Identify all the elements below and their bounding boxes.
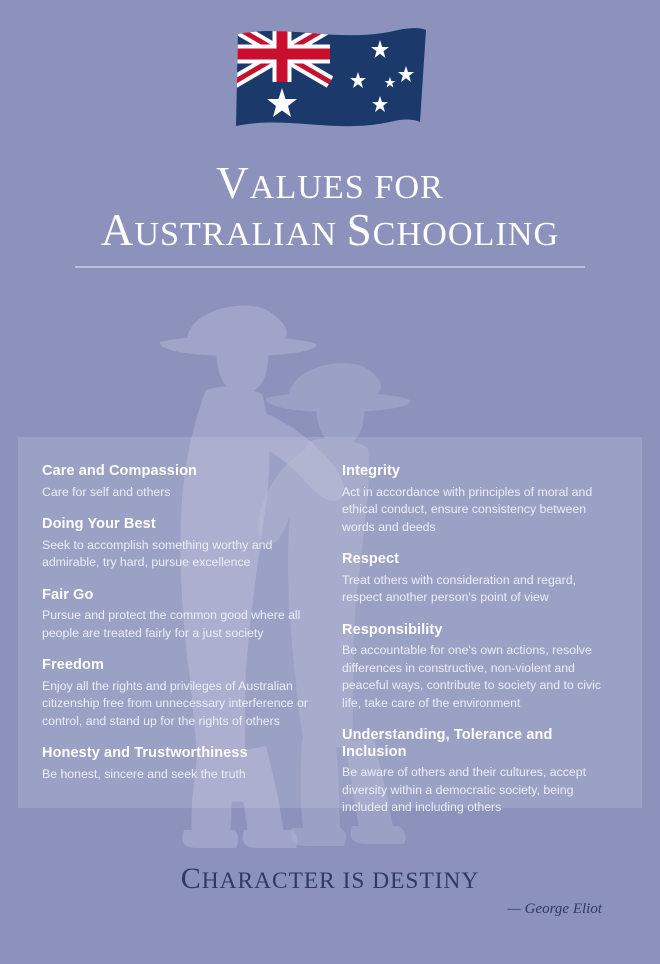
title-line-1-rest: ALUES FOR xyxy=(249,169,444,206)
value-description: Be aware of others and their cultures, accept diversity within a democratic society, being included and including others xyxy=(342,765,587,815)
value-title: Fair Go xyxy=(42,586,94,603)
title-line-2-initial: A xyxy=(100,204,135,255)
value-description: Treat others with consideration and regard, respect another person's point of view xyxy=(342,572,576,605)
value-title: Understanding, Tolerance and Inclusion xyxy=(342,727,553,760)
values-column-right xyxy=(342,463,616,815)
australian-flag-icon xyxy=(230,22,430,140)
value-item xyxy=(42,516,316,572)
title-line-2-word1: USTRALIAN xyxy=(134,215,347,253)
value-title: Doing Your Best xyxy=(42,516,156,533)
value-item xyxy=(42,463,316,501)
value-item xyxy=(42,587,316,643)
title-line-2-initial-2: S xyxy=(346,204,373,255)
value-description: Pursue and protect the common good where all people are treated fairly for a just society xyxy=(42,608,301,640)
value-description: Seek to accomplish something worthy and admirable, try hard, pursue excellence xyxy=(42,537,273,570)
value-item xyxy=(342,727,616,817)
page-title xyxy=(0,160,660,268)
title-line-2 xyxy=(0,204,660,255)
value-title: Honesty and Trustworthiness xyxy=(42,745,248,762)
flag-container xyxy=(0,22,660,147)
value-title: Respect xyxy=(342,551,400,568)
values-panel xyxy=(18,437,642,815)
quote-author: — George Eliot xyxy=(507,901,602,917)
value-description: Be accountable for one's own actions, resolve differences in constructive, non-violent and peaceful ways, contribute to society and to civic life, take care of the environment xyxy=(342,643,602,710)
value-title: Responsibility xyxy=(342,621,443,638)
value-title: Integrity xyxy=(342,463,401,479)
value-item xyxy=(342,622,616,712)
quote-rest: HARACTER IS DESTINY xyxy=(201,868,480,894)
value-description: Enjoy all the rights and privileges of Australian citizenship free from unnecessary interference or control, and stand up for the rights of others xyxy=(42,678,308,728)
title-line-1 xyxy=(0,160,660,207)
value-item xyxy=(342,551,616,607)
value-description: Care for self and others xyxy=(42,484,171,499)
values-column-left xyxy=(42,463,316,798)
title-line-2-word2: CHOOLING xyxy=(372,215,560,253)
value-title: Freedom xyxy=(42,657,104,674)
value-description: Act in accordance with principles of moral and ethical conduct, ensure consistency between words and deeds xyxy=(342,484,593,534)
value-item xyxy=(42,745,316,783)
quote-text xyxy=(0,862,660,895)
quote-block xyxy=(0,862,660,918)
value-title: Care and Compassion xyxy=(42,463,197,479)
quote-initial: C xyxy=(180,862,202,895)
title-line-1-initial: V xyxy=(216,158,250,208)
title-divider xyxy=(75,266,585,268)
value-item xyxy=(42,657,316,730)
value-item xyxy=(342,463,616,536)
value-description: Be honest, sincere and seek the truth xyxy=(42,766,246,781)
